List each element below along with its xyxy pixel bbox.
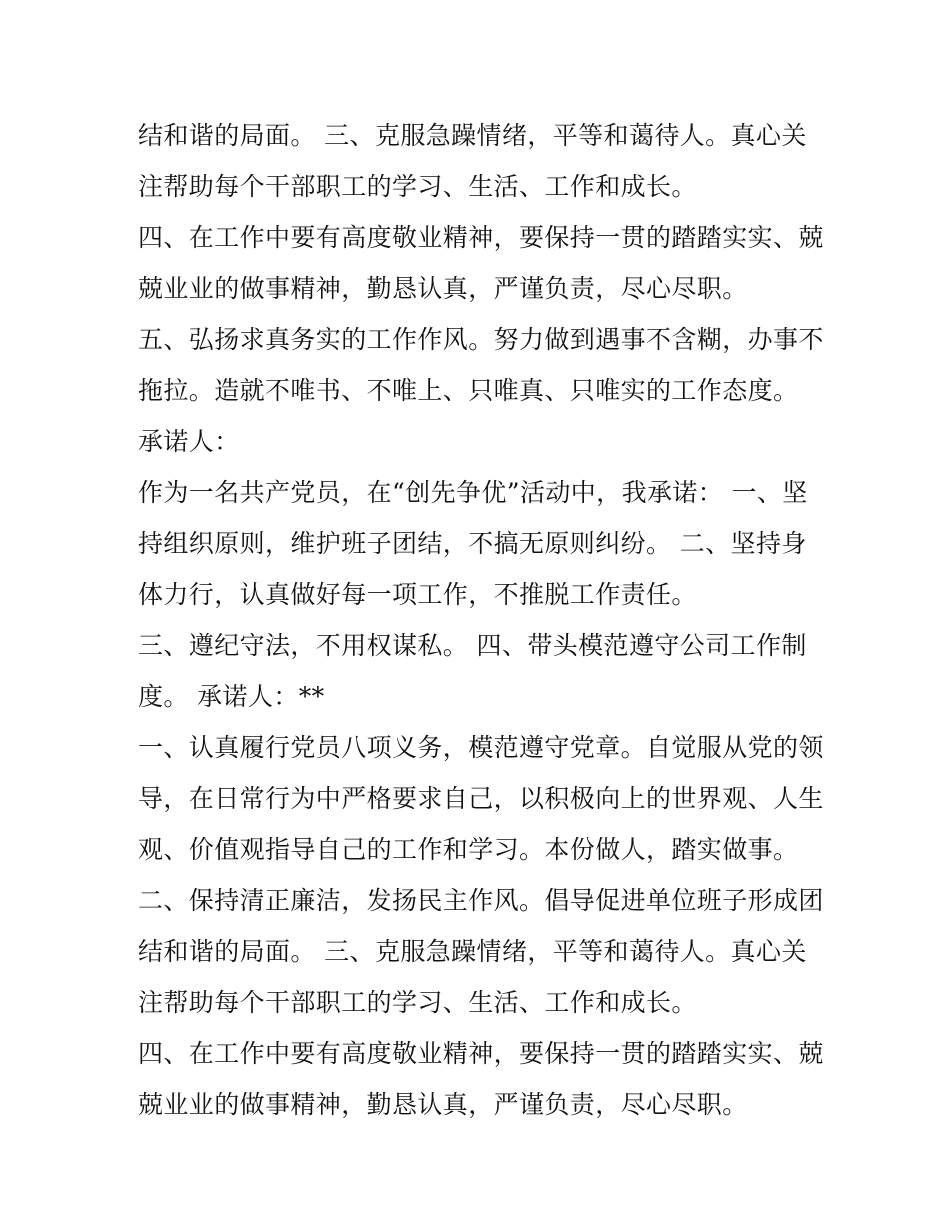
text-line: 结和谐的局面。 三、克服急躁情绪，平等和蔼待人。真心关 [138, 937, 807, 966]
text-line: 承诺人： [138, 427, 240, 456]
text-line: 注帮助每个干部职工的学习、生活、工作和成长。 [138, 172, 697, 201]
text-line: 二、保持清正廉洁，发扬民主作风。倡导促进单位班子形成团 [138, 886, 824, 915]
text-line: 结和谐的局面。 三、克服急躁情绪，平等和蔼待人。真心关 [138, 121, 807, 150]
text-line: 兢业业的做事精神，勤恳认真，严谨负责，尽心尽职。 [138, 274, 748, 303]
text-line: 观、价值观指导自己的工作和学习。本份做人，踏实做事。 [138, 835, 799, 864]
text-line: 导，在日常行为中严格要求自己，以积极向上的世界观、人生 [138, 784, 824, 813]
text-line: 四、在工作中要有高度敬业精神，要保持一贯的踏踏实实、兢 [138, 1039, 824, 1068]
text-line: 作为一名共产党员，在“创先争优”活动中，我承诺： 一、坚 [138, 478, 808, 507]
text-line: 持组织原则，维护班子团结，不搞无原则纠纷。 二、坚持身 [138, 529, 807, 558]
text-line: 度。 承诺人：** [138, 682, 325, 711]
text-line: 一、认真履行党员八项义务，模范遵守党章。自觉服从党的领 [138, 733, 824, 762]
text-line: 兢业业的做事精神，勤恳认真，严谨负责，尽心尽职。 [138, 1090, 748, 1119]
text-line: 体力行，认真做好每一项工作，不推脱工作责任。 [138, 580, 697, 609]
text-line: 注帮助每个干部职工的学习、生活、工作和成长。 [138, 988, 697, 1017]
text-line: 五、弘扬求真务实的工作作风。努力做到遇事不含糊，办事不 [138, 325, 824, 354]
document-body [138, 110, 828, 1130]
text-line: 四、在工作中要有高度敬业精神，要保持一贯的踏踏实实、兢 [138, 223, 824, 252]
text-line: 三、遵纪守法，不用权谋私。 四、带头模范遵守公司工作制 [138, 631, 807, 660]
text-line: 拖拉。造就不唯书、不唯上、只唯真、只唯实的工作态度。 [138, 376, 799, 405]
